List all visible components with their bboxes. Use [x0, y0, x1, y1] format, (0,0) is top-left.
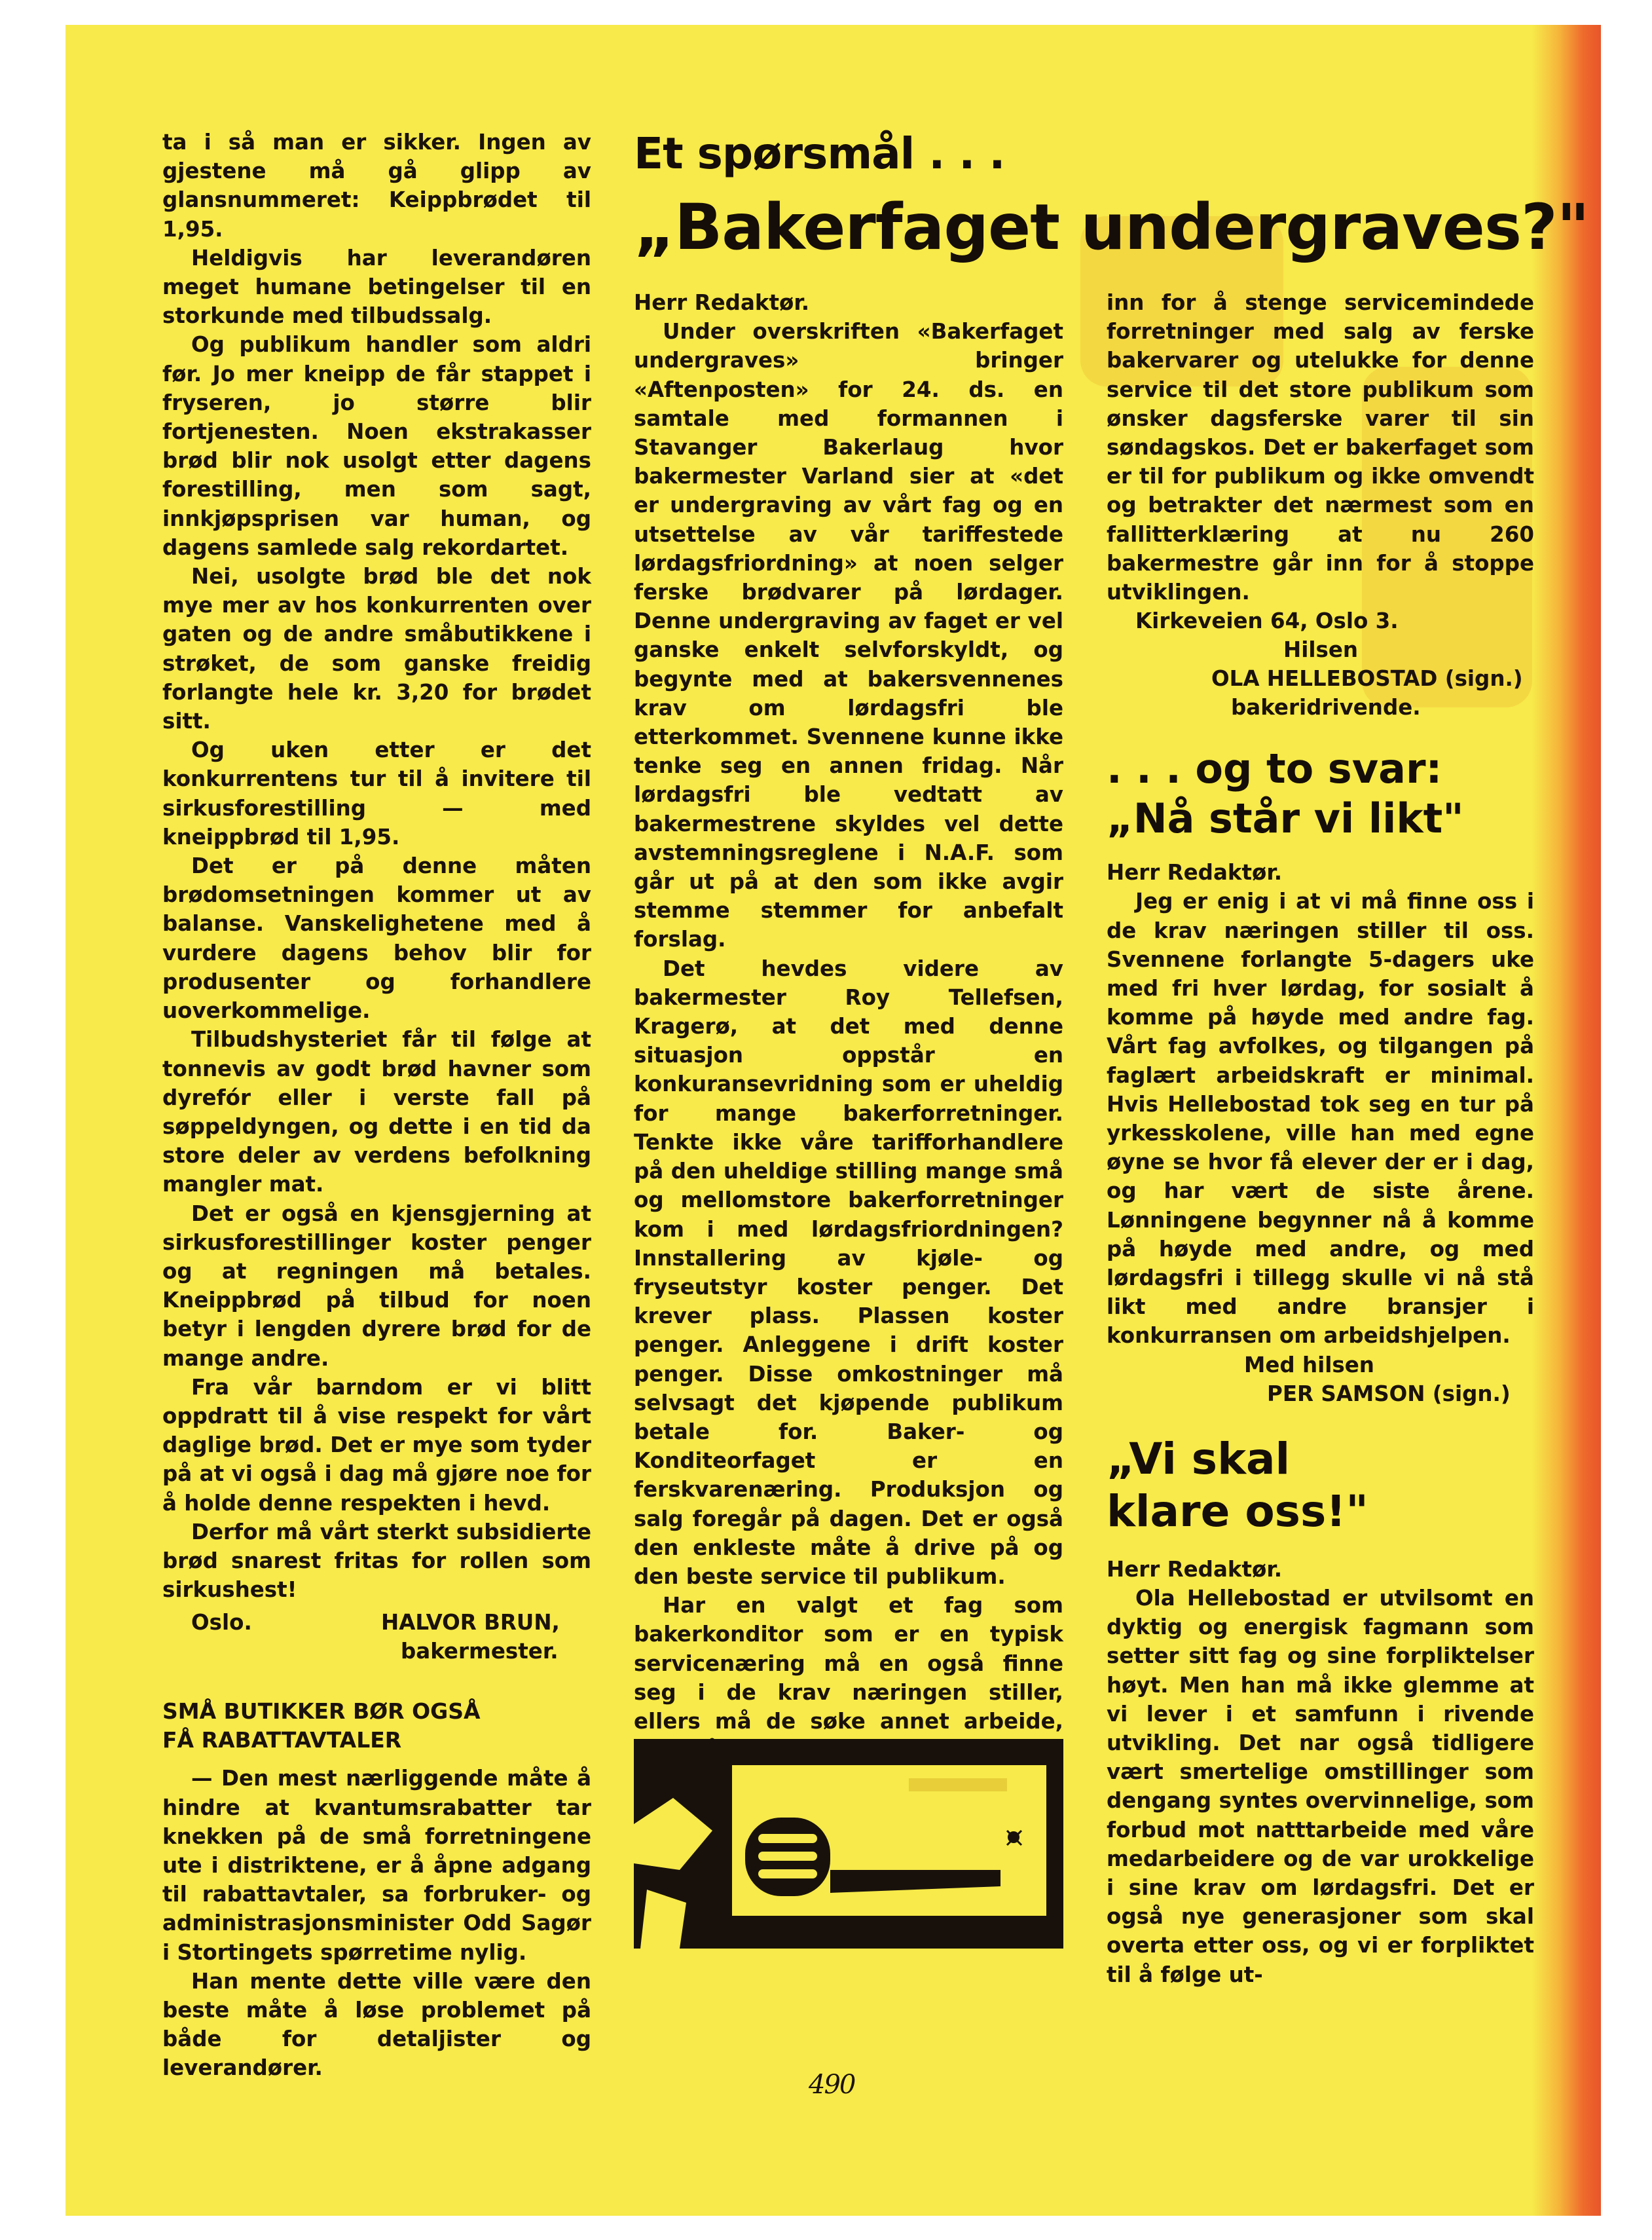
article-headline: „Bakerfaget undergraves?" [634, 191, 1589, 264]
paragraph: ta i så man er sikker. Ingen av gjestene må gå glipp av glansnummeret: Keippbrødet til 1,95. [162, 130, 591, 242]
answer-headline: „Nå står vi likt" [1107, 794, 1464, 843]
answer-kicker: . . . og to svar: [1107, 745, 1442, 793]
answer-headline: „Vi skal [1107, 1433, 1291, 1484]
subheading-line: FÅ RABATTAVTALER [162, 1727, 402, 1753]
scan-margin [1601, 0, 1652, 2240]
paragraph: Det er også en kjensgjerning at sirkusforestillinger koster penger og at regningen må betales. Kneippbrød på tilbud for noen betyr i lengden dyrere brød for de mange andre. [162, 1201, 591, 1371]
signature-block [162, 1608, 591, 1666]
signature-title: bakermester. [401, 1639, 559, 1664]
address: Kirkeveien 64, Oslo 3. [1135, 608, 1399, 634]
paragraph: Og uken etter er det konkurrentens tur til å invitere til sirkusforestilling — med kneippbrød til 1,95. [162, 737, 591, 849]
paragraph: Under overskriften «Bakerfaget undergraves» bringer «Aftenposten» for 24. ds. en samtale med formannen i Stavanger Bakerlaug hvor bakermester Varland sier at «det er undergraving av vårt fag og en utsettelse av vår tariffestede lørdagsfriordning» at noen selger ferske brødvarer på lørdager. Denne undergraving av faget er vel ganske enkelt selvforskyldt, og begynte med at bakersvennenes krav om lørdagsfri ble etterkommet. Svennene kunne ikke tenke seg en annen fridag. Når lørdagsfri ble vedtatt av bakermestrene skyldes vel dette avstemningsreglene i N.A.F. som går ut på at den som ikke avgir stemme stemmer for anbefalt forslag. [634, 319, 1063, 952]
paragraph: — Den mest nærliggende måte å hindre at kvantumsrabatter tar knekken på de små forretningene ute i distriktene, er å åpne adgang til rabattavtaler, sa forbruker- og administrasjonsminister Odd Sagør i Stortingets spørretime nylig. [162, 1766, 591, 1965]
greeting: Hilsen [1283, 637, 1359, 663]
salutation: Herr Redaktør. [634, 290, 810, 315]
paragraph: Jeg er enig i at vi må finne oss i de krav næringen stiller til oss. Svennene forlangte 5-dagers uke med fri hver lørdag, for sosialt å komme på høyde med andre fag. Vårt fag avfolkes, og tilgangen på faglært arbeidskraft er minimal. Hvis Hellebostad tok seg en tur på yrkesskolene, ville han med egne øyne se hvor få elever der er i dag, og har vært de siste årene. Lønningene begynner nå å komme på høyde med andre, og med lørdagsfri i tillegg skulle vi nå stå likt med andre bransjer i konkurransen om arbeidshjelpen. [1107, 889, 1534, 1349]
article-kicker: Et spørsmål . . . [634, 128, 1005, 179]
page-edge-shadow [1532, 25, 1601, 2216]
subheading [162, 1697, 591, 1755]
paragraph: Ola Hellebostad er utvilsomt en dyktig og energisk fagmann som setter sitt fag og sine forpliktelser høyt. Men han må ikke glemme at vi lever i et samfunn i rivende utvikling. Det nar også tidligere vært smertelige omstillinger som dengang syntes overvinnelige, som forbud mot natttarbeide med våre medarbeidere og de var urokkelige i sine krav om lørdagsfri. Det er også nye generasjoner som skal overta etter oss, og vi er forpliktet til å følge ut- [1107, 1585, 1534, 1987]
signature-name: OLA HELLEBOSTAD (sign.) [1211, 666, 1523, 692]
greeting: Med hilsen [1244, 1352, 1374, 1377]
paragraph: Og publikum handler som aldri før. Jo mer kneipp de får stappet i fryseren, jo større blir fortjenesten. Noen ekstrakasser brød blir nok usolgt etter dagens forestilling, men som sagt, innkjøpsprisen var human, og dagens samlede salg rekordartet. [162, 332, 591, 560]
answer-headline: klare oss!" [1107, 1485, 1368, 1537]
signature-place: Oslo. [191, 1610, 252, 1635]
paragraph: Nei, usolgte brød ble det nok mye mer av hos konkurrenten over gaten og de andre småbutikkene i strøket, de som ganske freidig forlangte hele kr. 3,20 for brødet sitt. [162, 564, 591, 734]
paragraph: Har en valgt et fag som bakerkonditor som er en typisk servicenæring må en også finne seg i de krav næringen stiller, ellers må de søke annet arbeide, [634, 1593, 1063, 1734]
paragraph: Derfor må vårt sterkt subsidierte brød snarest fritas for rollen som sirkushest! [162, 1519, 591, 1603]
signature-name: HALVOR BRUN, [381, 1610, 560, 1635]
paragraph: Det er på denne måten brødomsetningen kommer ut av balanse. Vanskelighetene med å vurdere dagens behov blir for produsenter og forhandlere uoverkommelige. [162, 853, 591, 1024]
illustration [634, 1739, 1063, 1949]
paragraph: Tilbudshysteriet får til følge at tonnevis av godt brød havner som dyrefór eller i verste fall på søppeldyngen, og dette i en tid da store deler av verdens befolkning mangler mat. [162, 1027, 591, 1197]
column-left [162, 128, 591, 2083]
signature-name: PER SAMSON (sign.) [1267, 1381, 1511, 1406]
salutation: Herr Redaktør. [1107, 860, 1283, 886]
page-number: 490 [809, 2070, 855, 2100]
paragraph: Fra vår barndom er vi blitt oppdratt til å vise respekt for vårt daglige brød. Det er mye som tyder på at vi også i dag må gjøre noe for å holde denne respekten i hevd. [162, 1374, 591, 1516]
signature-title: bakeridrivende. [1231, 695, 1421, 720]
paragraph: inn for å stenge servicemindede forretninger med salg av ferske bakervarer og utelukke for denne service til det store publikum som ønsker dagsferske varer til sin søndagskos. Det er bakerfaget som er til for publikum og ikke omvendt og betrakter det nærmest som en fallitterklæring at nu 260 bakermestre går inn for å stoppe utviklingen. [1107, 290, 1534, 605]
paragraph: Heldigvis har leverandøren meget humane betingelser til en storkunde med tilbudssalg. [162, 245, 591, 329]
illustration-graphic [634, 1739, 1063, 1949]
salutation: Herr Redaktør. [1107, 1556, 1283, 1582]
signature-name-block [381, 1608, 560, 1666]
column-middle [634, 288, 1063, 1880]
paragraph: Han mente dette ville være den beste måte å løse problemet på både for detaljister og leverandører. [162, 1968, 591, 2081]
column-right [1107, 288, 1534, 1989]
subheading-line: SMÅ BUTIKKER BØR OGSÅ [162, 1698, 481, 1725]
paragraph: Det hevdes videre av bakermester Roy Tellefsen, Kragerø, at det med denne situasjon oppstår en konkuransevridning som er uheldig for mange bakerforretninger. Tenkte ikke våre tarifforhandlere på den uheldige stilling mange små og mellomstore bakerforretninger kom i med lørdagsfriordningen? Innstallering av kjøle- og fryseutstyr koster penger. Det krever plass. Plassen koster penger. Anleggene i drift koster penger. Disse omkostninger må selvsagt det kjøpende publikum betale for. Baker- og Konditeorfaget er en ferskvarenæring. Produksjon og salg foregår på dagen. Det er også den enkleste måte å drive på og den beste service til publikum. [634, 956, 1063, 1589]
